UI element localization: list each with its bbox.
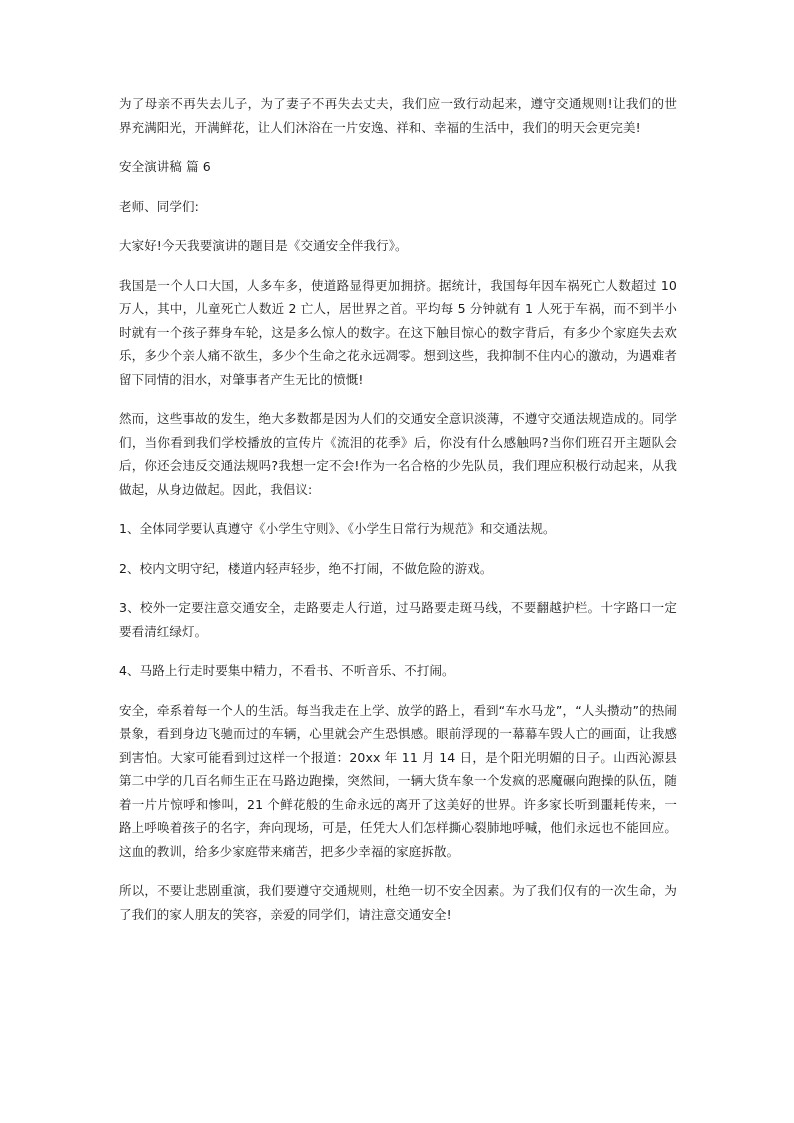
proposal-item-2: 2、校内文明守纪，楼道内轻声轻步，绝不打闹，不做危险的游戏。 — [119, 560, 493, 576]
greeting-paragraph: 大家好!今天我要演讲的题目是《交通安全伴我行》。 — [119, 238, 408, 253]
story-paragraph: 安全，牵系着每一个人的生活。每当我走在上学、放学的路上，看到“车水马龙”，“人头攒动”的热闹景象，看到身边飞驰而过的车辆，心里就会产生恐惧感。眼前浮现的一幕幕车毁人亡的画面，让我感到害怕。大家可能看到过这样一个报道：20xx 年 11 月 14 日，是个阳光明媚的日子。山西沁源县第二中学的几百名师生正在马路边跑操，突然间，一辆大货车象一个发疯的恶魔碾向跑操的队伍，随着一片片惊呼和惨叫，21 个鲜花般的生命永远的离开了这美好的世界。许多家长听到噩耗传来，一路上呼唤着孩子的名字，奔向现场，可是，任凭大人们怎样撕心裂肺地呼喊，他们永远也不能回应。这血的教训，给多少家庭带来痛苦，把多少幸福的家庭拆散。 — [119, 702, 677, 859]
document-page — [119, 92, 677, 926]
salutation: 老师、同学们: — [119, 198, 199, 214]
conclusion-paragraph: 所以，不要让悲剧重演，我们要遵守交通规则，杜绝一切不安全因素。为了我们仅有的一次生命，为了我们的家人朋友的笑容，亲爱的同学们，请注意交通安全! — [119, 883, 677, 922]
paragraph-closing-previous: 为了母亲不再失去儿子，为了妻子不再失去丈夫，我们应一致行动起来，遵守交通规则!让我们的世界充满阳光，开满鲜花，让人们沐浴在一片安逸、祥和、幸福的生活中，我们的明天会更完美! — [119, 96, 677, 135]
proposal-item-3: 3、校外一定要注意交通安全，走路要走人行道，过马路要走斑马线，不要翻越护栏。十字路口一定要看清红绿灯。 — [119, 600, 677, 639]
section-heading: 安全演讲稿 篇 6 — [119, 159, 211, 174]
proposal-item-1: 1、全体同学要认真遵守《小学生守则》、《小学生日常行为规范》和交通法规。 — [119, 521, 556, 536]
statistics-paragraph: 我国是一个人口大国，人多车多，使道路显得更加拥挤。据统计，我国每年因车祸死亡人数超过 10 万人，其中，儿童死亡人数近 2 亡人，居世界之首。平均每 5 分钟就有 1 人死于车祸，而不到半小时就有一个孩子葬身车轮，这是多么惊人的数字。在这下触目惊心的数字背后，有多少个家庭失去欢乐，多少个亲人痛不欲生，多少个生命之花永远凋零。想到这些，我抑制不住内心的激动，为遇难者留下同情的泪水，对肇事者产生无比的愤慨! — [119, 277, 677, 387]
proposal-item-4: 4、马路上行走时要集中精力，不看书、不听音乐、不打闹。 — [119, 663, 455, 678]
awareness-paragraph: 然而，这些事故的发生，绝大多数都是因为人们的交通安全意识淡薄，不遵守交通法规造成的。同学们，当你看到我们学校播放的宣传片《流泪的花季》后，你没有什么感触吗?当你们班召开主题队会后，你还会违反交通法规吗?我想一定不会!作为一名合格的少先队员，我们理应积极行动起来，从我做起，从身边做起。因此，我倡议: — [119, 411, 677, 497]
